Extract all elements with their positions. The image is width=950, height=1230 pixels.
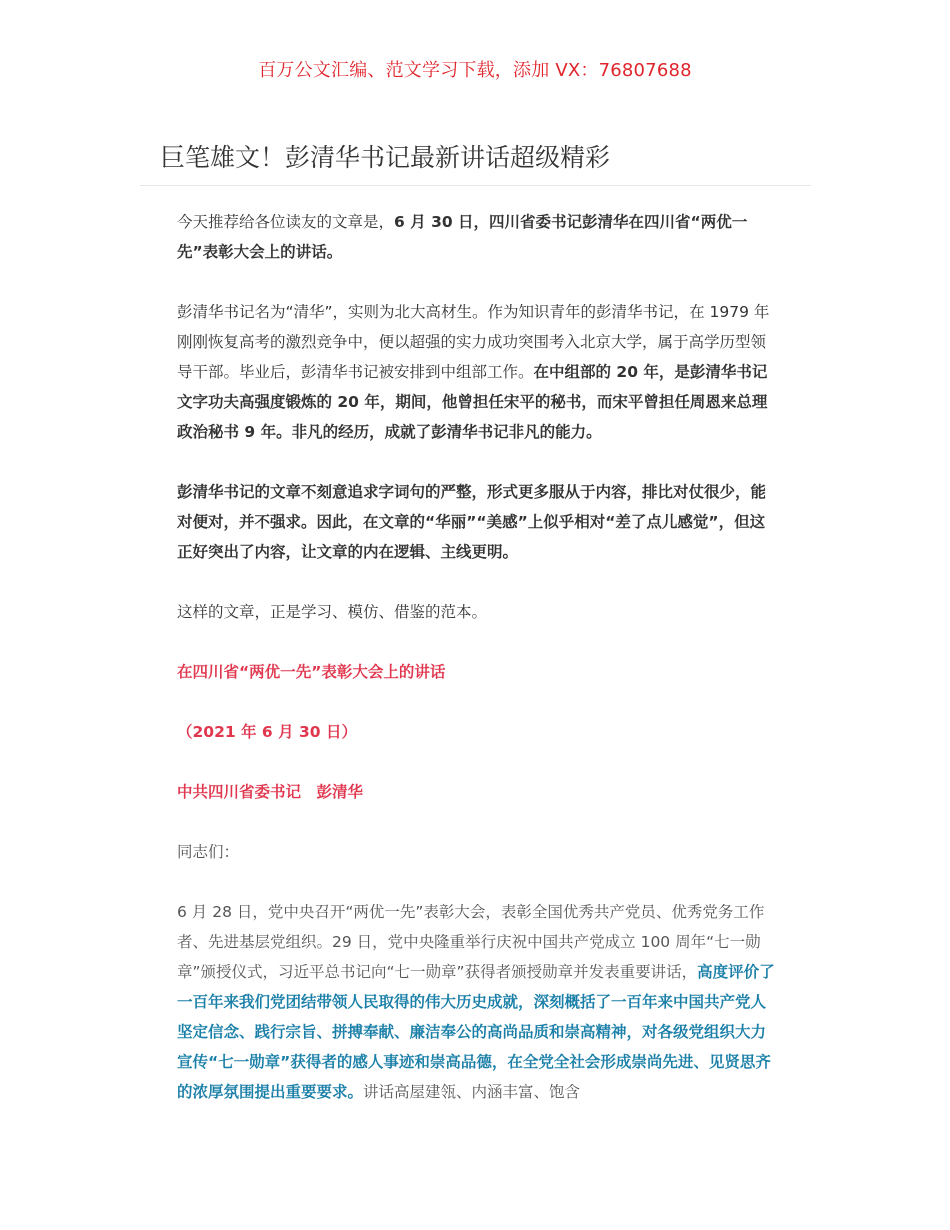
title-divider [140, 185, 811, 186]
speech-salutation: 同志们： [177, 843, 240, 861]
intro-p2-text: 彭清华书记名为“清华”，实则为北大高材生。作为知识青年的彭清华书记，在 1979 年刚刚恢复高考的激烈竞争中，便以超强的实力成功突围考入北京大学，属于高学历型领导干部。毕业后，彭清华书记被安排到中组部工作。 [177, 303, 770, 381]
intro-p1-text: 今天推荐给各位读友的文章是， [177, 213, 395, 231]
speech-paragraph-1 [177, 897, 777, 1107]
intro-p1-bold: 6 月 30 日，四川省委书记彭清华在四川省“两优一先”表彰大会上的讲话。 [177, 213, 748, 261]
speech-header [177, 657, 777, 807]
intro-paragraph-1 [177, 207, 777, 267]
speech-p1-highlight: 高度评价了一百年来我们党团结带领人民取得的伟大历史成就，深刻概括了一百年来中国共产党人坚定信念、践行宗旨、拼搏奉献、廉洁奉公的高尚品质和崇高精神，对各级党组织大力宣传“七一勋章”获得者的感人事迹和崇高品德，在全党全社会形成崇尚先进、见贤思齐的浓厚氛围提出重要要求。 [177, 963, 775, 1101]
speech-p1-tail: 讲话高屋建瓴、内涵丰富、饱含 [363, 1083, 581, 1101]
intro-paragraph-4: 这样的文章，正是学习、模仿、借鉴的范本。 [177, 603, 488, 621]
speech-p1-text: 6 月 28 日，党中央召开“两优一先”表彰大会，表彰全国优秀共产党员、优秀党务工作者、先进基层党组织。29 日，党中央隆重举行庆祝中国共产党成立 100 周年“七一勋章”颁授仪式，习近平总书记向“七一勋章”获得者颁授勋章并发表重要讲话， [177, 903, 765, 981]
intro-paragraph-2 [177, 297, 777, 447]
promo-banner: 百万公文汇编、范文学习下载，添加 VX：76807688 [258, 60, 692, 81]
speech-date: （2021 年 6 月 30 日） [177, 723, 357, 741]
intro-paragraph-3: 彭清华书记的文章不刻意追求字词句的严整，形式更多服从于内容，排比对仗很少，能对便对，并不强求。因此，在文章的“华丽”“美感”上似乎相对“差了点儿感觉”，但这正好突出了内容，让文章的内在逻辑、主线更明。 [177, 483, 767, 561]
article-body [177, 207, 777, 1107]
speech-heading: 在四川省“两优一先”表彰大会上的讲话 [177, 663, 446, 681]
intro-p2-bold: 在中组部的 20 年，是彭清华书记文字功夫高强度锻炼的 20 年，期间，他曾担任宋平的秘书，而宋平曾担任周恩来总理政治秘书 9 年。非凡的经历，成就了彭清华书记非凡的能力。 [177, 363, 768, 441]
speech-author: 中共四川省委书记 彭清华 [177, 783, 364, 801]
article-title: 巨笔雄文！彭清华书记最新讲话超级精彩 [160, 143, 611, 172]
